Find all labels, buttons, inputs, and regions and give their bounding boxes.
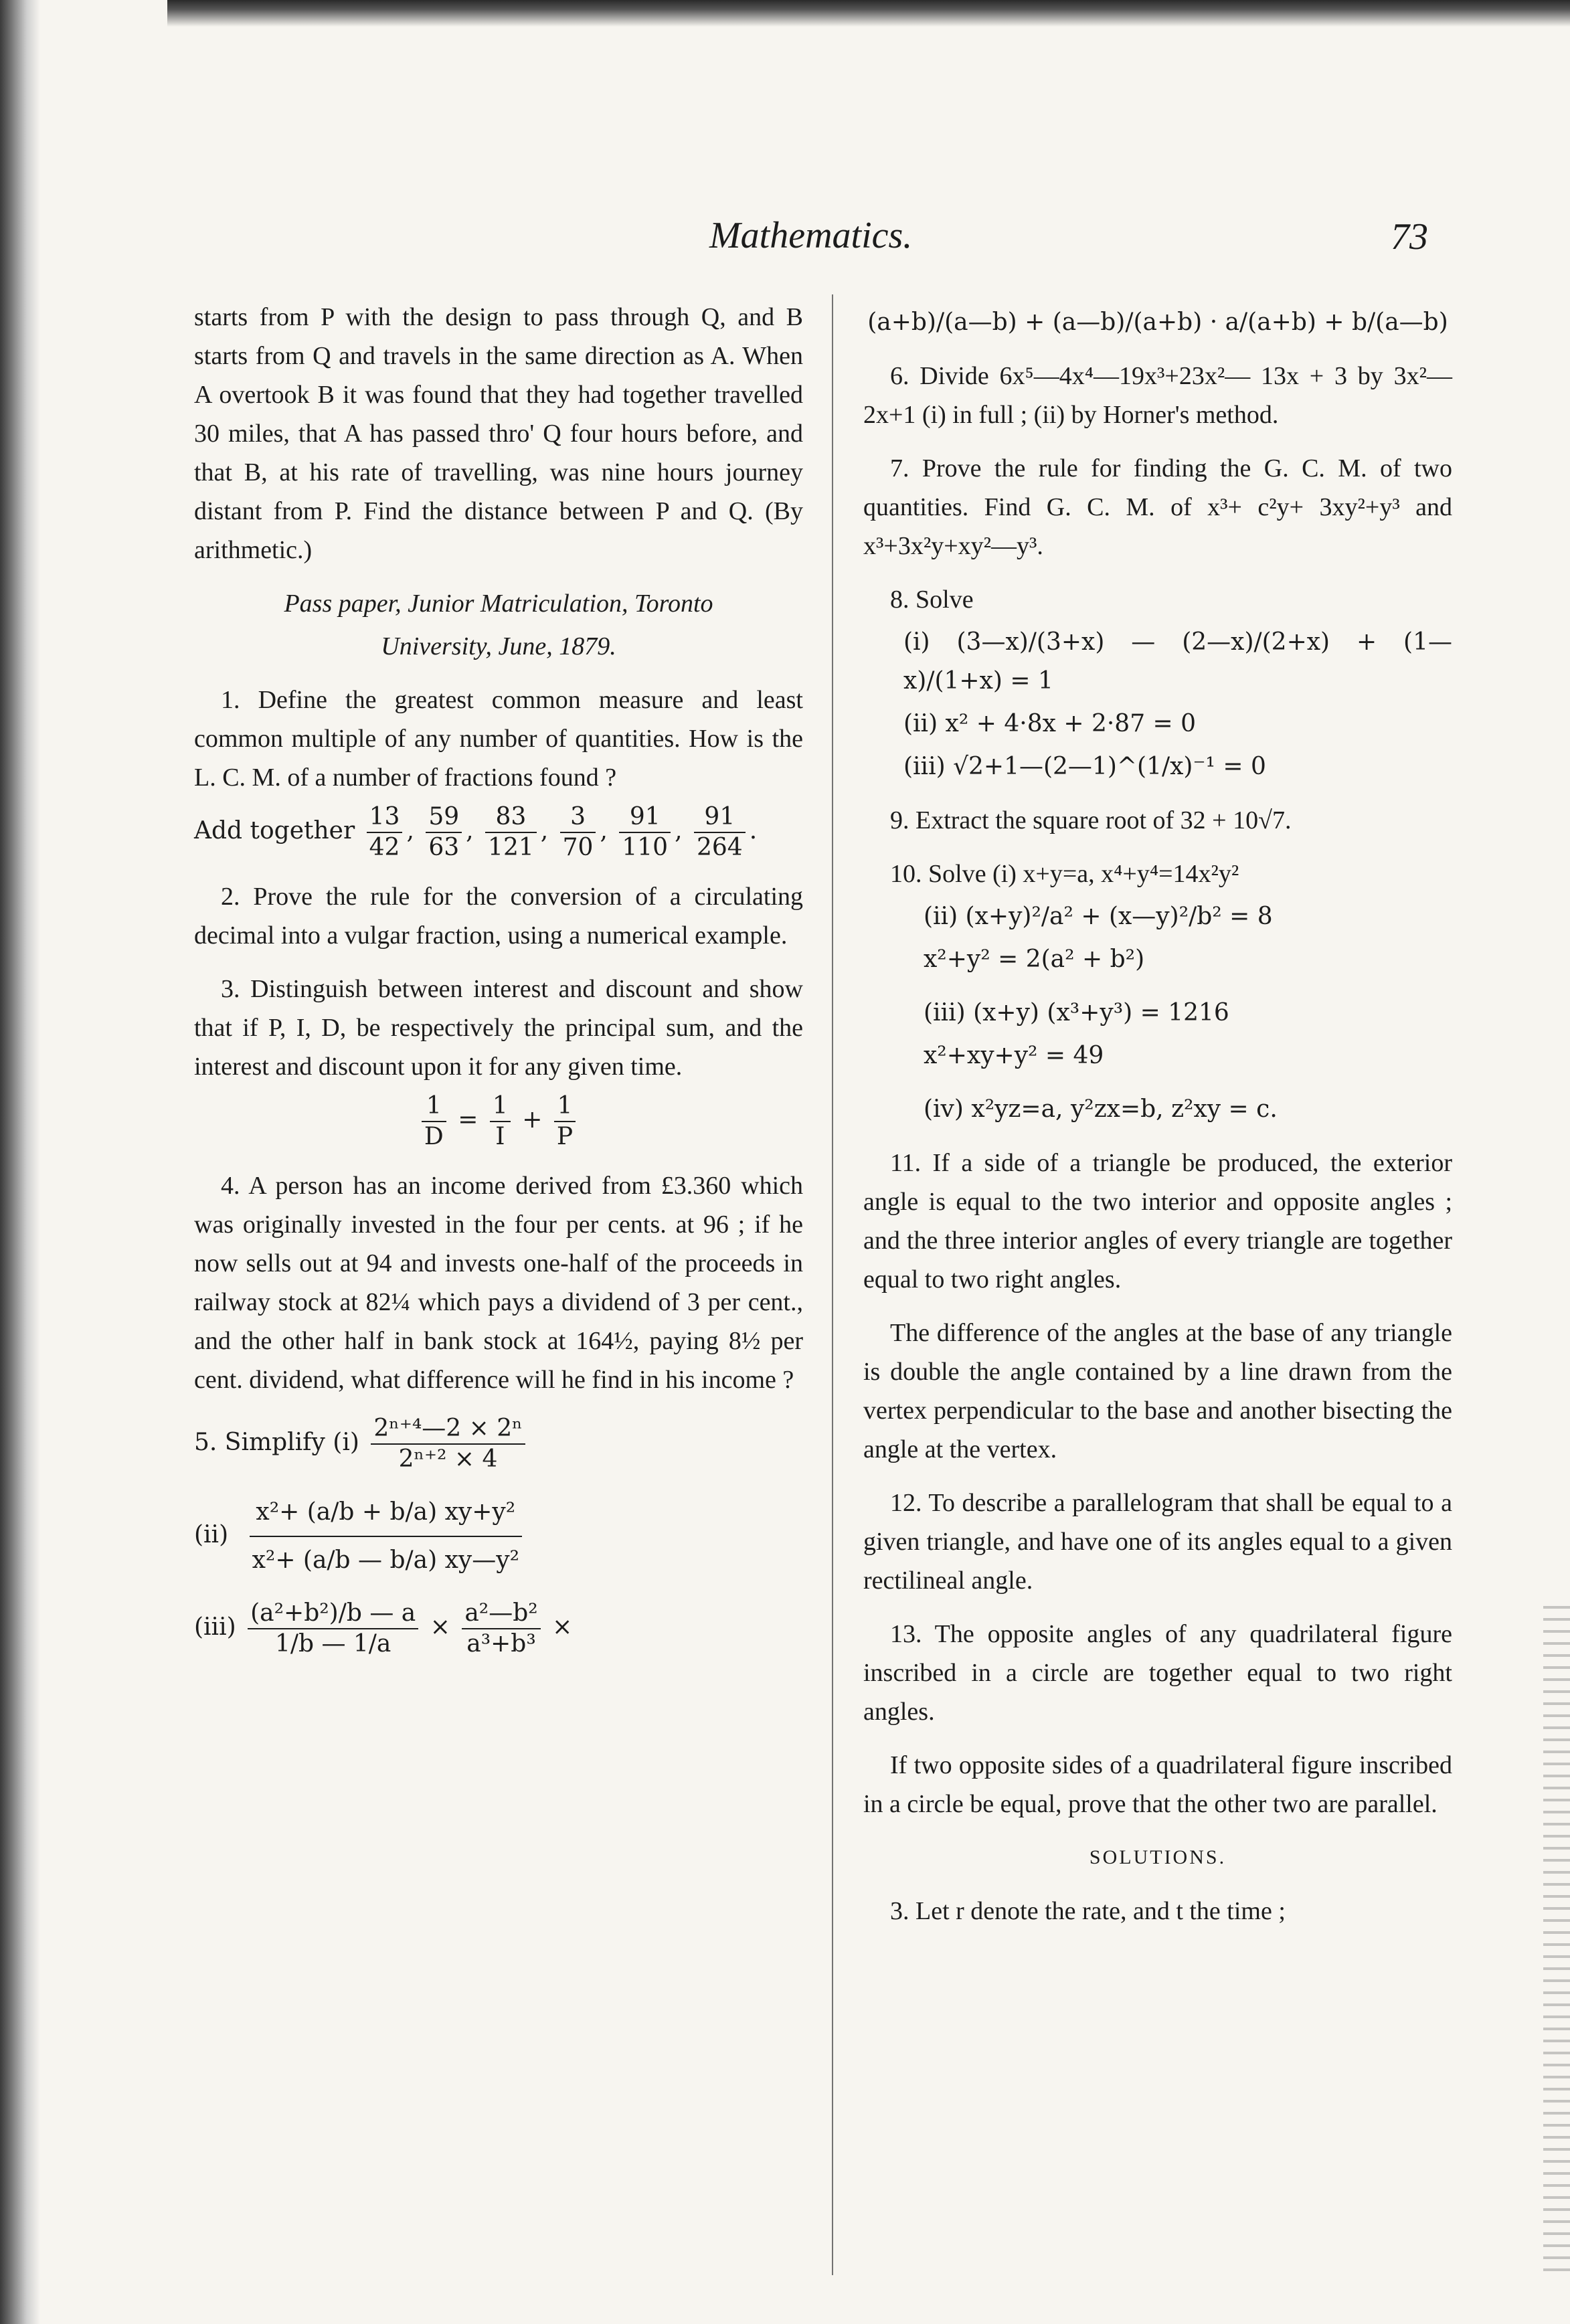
question-3-formula: $\frac{1}{D}$ = $\frac{1}{I}$ + $\frac{1}{P}$	[194, 1091, 803, 1152]
exam-heading-line1: Pass paper, Junior Matriculation, Toronto	[284, 590, 713, 618]
fraction: $\frac{91}{110}$	[619, 802, 671, 863]
question-1: 1. Define the greatest common measure and least common multiple of any number of quantities. How is the L. C. M. of a number of fractions found ?	[194, 686, 803, 792]
left-column	[194, 298, 803, 1674]
question-11-b: The difference of the angles at the base of any triangle is double the angle contained by a line drawn from the vertex perpendicular to the base and another bisecting the angle at the vertex.	[863, 1319, 1452, 1463]
fraction: $\frac{83}{121}$	[485, 802, 537, 863]
question-10-iv: (iv) x²yz=a, y²zx=b, z²xy = c.	[924, 1095, 1278, 1123]
question-10-iii-b: x²+xy+y² = 49	[924, 1042, 1104, 1069]
question-5-iii: (iii) $\frac{\text{(a²+b²)/b — a}}{1/b — 1/a}$ × $\frac{\text{a²—b²}}{\text{a³+b³}}$ ×	[194, 1599, 573, 1658]
question-3: 3. Distinguish between interest and discount and show that if P, I, D, be respectively the principal sum, and the interest and discount upon it for any given time.	[194, 975, 803, 1081]
scan-edge-left	[0, 0, 40, 2324]
intro-paragraph: starts from P with the design to pass through Q, and B starts from Q and travels in the same direction as A. When A overtook B it was found that they had together travelled 30 miles, that A has passed thro' Q four hours before, and that B, at his rate of travelling, was nine hours journey distant from P. Find the distance between P and Q. (By arithmetic.)	[194, 303, 803, 564]
question-8-iii: (iii) √2+1—(2—1)^(1/x)⁻¹ = 0	[903, 753, 1266, 780]
question-8-parts	[903, 623, 1452, 786]
question-8-label: 8. Solve	[890, 586, 974, 614]
question-13: 13. The opposite angles of any quadrilateral figure inscribed in a circle are together equal to two right angles.	[863, 1620, 1452, 1726]
question-5-ii: (ii) $\frac{\text{x²+ (a/b + b/a) xy+y²}}{\text{x²+ (a/b — b/a) xy—y²}}$	[194, 1489, 803, 1584]
solutions-heading: SOLUTIONS.	[1089, 1846, 1227, 1868]
question-1-fractions: Add together $\frac{13}{42}$ , $\frac{59}{63}$ , $\frac{83}{121}$ , $\frac{3}{70}$ , $\frac{91}{110}$ , $\frac{91}{264}$ .	[194, 803, 758, 861]
fraction: $\frac{59}{63}$	[426, 802, 462, 863]
question-5-continued: (a+b)/(a—b) + (a—b)/(a+b) · a/(a+b) + b/(a—b)	[867, 308, 1448, 336]
right-column	[863, 298, 1452, 1945]
scan-edge-right	[1543, 1606, 1570, 2275]
fraction: $\frac{91}{264}$	[694, 802, 746, 863]
question-11: 11. If a side of a triangle be produced, the exterior angle is equal to the two interior and opposite angles ; and the three interior angles of every triangle are together equal to two right angles.	[863, 1149, 1452, 1293]
question-12: 12. To describe a parallelogram that shall be equal to a given triangle, and have one of its angles equal to a given rectilineal angle.	[863, 1489, 1452, 1595]
scan-edge-top	[167, 0, 1570, 27]
question-10-label: 10. Solve (i) x+y=a, x⁴+y⁴=14x²y²	[890, 860, 1239, 888]
page-number: 73	[1391, 216, 1428, 258]
exam-heading-line2: University, June, 1879.	[381, 632, 616, 660]
question-2: 2. Prove the rule for the conversion of a circulating decimal into a vulgar fraction, using a numerical example.	[194, 883, 803, 950]
question-10-iii-a: (iii) (x+y) (x³+y³) = 1216	[924, 999, 1229, 1026]
fraction: $\frac{3}{70}$	[560, 802, 596, 863]
question-10-ii-b: x²+y² = 2(a² + b²)	[924, 946, 1145, 973]
add-together-label: Add together	[194, 817, 355, 844]
question-10-parts	[924, 897, 1452, 1129]
question-9: 9. Extract the square root of 32 + 10√7.	[890, 806, 1292, 834]
question-10-ii-a: (ii) (x+y)²/a² + (x—y)²/b² = 8	[924, 903, 1273, 930]
column-divider	[832, 294, 833, 2275]
question-5-i: 5. Simplify (i) $\frac{\text{2ⁿ⁺⁴—2 × 2ⁿ}}{\text{2ⁿ⁺² × 4}}$	[194, 1414, 803, 1474]
question-8-i: (i) (3—x)/(3+x) — (2—x)/(2+x) + (1—x)/(1+x) = 1	[903, 628, 1452, 695]
solution-3: 3. Let r denote the rate, and t the time ;	[890, 1897, 1286, 1925]
page-header	[0, 214, 1570, 268]
running-title: Mathematics.	[709, 215, 913, 256]
question-7: 7. Prove the rule for finding the G. C. M. of two quantities. Find G. C. M. of x³+ c²y+ 3xy²+y³ and x³+3x²y+xy²—y³.	[863, 454, 1452, 560]
fraction: $\frac{13}{42}$	[367, 802, 403, 863]
question-8-ii: (ii) x² + 4·8x + 2·87 = 0	[903, 710, 1197, 737]
question-13-b: If two opposite sides of a quadrilateral figure inscribed in a circle be equal, prove that the other two are parallel.	[863, 1751, 1452, 1818]
question-6: 6. Divide 6x⁵—4x⁴—19x³+23x²— 13x + 3 by 3x²—2x+1 (i) in full ; (ii) by Horner's method.	[863, 362, 1452, 429]
question-4: 4. A person has an income derived from £3.360 which was originally invested in the four per cents. at 96 ; if he now sells out at 94 and invests one-half of the proceeds in railway stock at 82¼ which pays a dividend of 3 per cent., and the other half in bank stock at 164½, paying 8½ per cent. dividend, what difference will he find in his income ?	[194, 1172, 803, 1394]
